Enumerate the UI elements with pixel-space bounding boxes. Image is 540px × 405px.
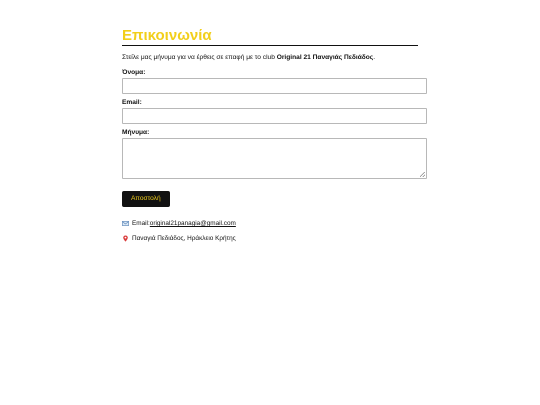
name-field[interactable] (122, 78, 427, 94)
message-field[interactable] (122, 138, 427, 179)
intro-prefix: Στείλε μας μήνυμα για να έρθεις σε επαφή με το club (122, 54, 277, 61)
name-label: Όνομα: (122, 69, 146, 76)
contact-section (122, 27, 428, 249)
send-button[interactable]: Αποστολή (122, 191, 170, 207)
page-title: Επικοινωνία (122, 27, 212, 44)
location-text: Παναγιά Πεδιάδος, Ηράκλειο Κρήτης (132, 235, 236, 242)
message-label: Μήνυμα: (122, 129, 150, 136)
resize-grip-icon[interactable] (420, 172, 425, 177)
map-pin-icon (122, 235, 129, 242)
email-field[interactable] (122, 108, 427, 124)
intro-club-name: Original 21 Παναγιάς Πεδιάδος (276, 54, 374, 61)
email-info (122, 219, 428, 228)
email-label: Email: (122, 99, 142, 106)
email-info-label: Email: (132, 220, 150, 227)
envelope-icon (122, 220, 129, 227)
location-info (122, 234, 428, 243)
email-link[interactable]: original21panagia@gmail.com (149, 220, 236, 227)
title-divider (122, 45, 418, 46)
contact-form (122, 69, 428, 219)
intro-suffix: . (373, 54, 376, 61)
intro-text (122, 53, 428, 63)
